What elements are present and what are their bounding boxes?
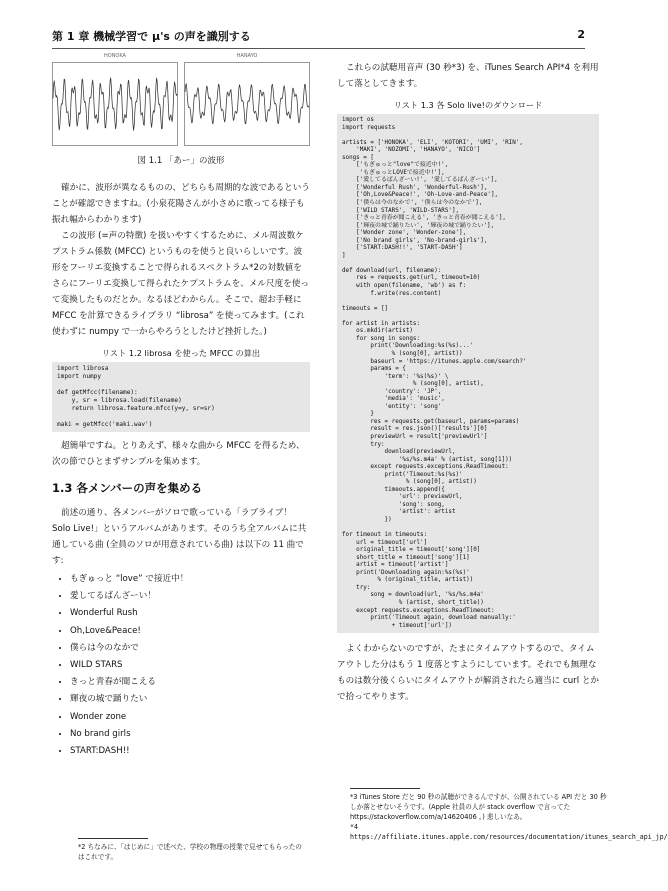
listing-1-3-code: import os import requests artists = ['HONOKA', 'ELI', 'KOTORI', 'UMI', 'RIN', 'MAKI', 'NOZOMI', 'HANAYO', 'NICO'] songs = [ ['もぎゅっと"love"で接近中!', 'もぎゅっとLOVEで接近中!'], ['愛してるばんざーい!', '愛してるばんざーい'], ['Wonderful Rush', 'Wonderful-Rush'], ['Oh,Love&Peace!', 'Oh-Love-and-Peace'], ['僕らは今のなかで', '僕らは今のなかで'], ['WILD STARS', 'WILD-STARS'], ['きっと青春が聞こえる', 'きっと青春が聞こえる'], ['輝夜の城で踊りたい', '輝夜の城で踊りたい'], ['Wonder zone', 'Wonder-zone'], ['No brand girls', 'No-brand-girls'], ['START:DASH!!', 'START-DASH'] ] def download(url, filename): res = requests.get(url, timeout=10) with open(filename, 'wb') as f: f.write(res.content) timeouts = [] for artist in artists: os.mkdir(artist) for song in songs: print('Downloading:%s(%s)...' % (song[0], artist)) baseurl = 'https://itunes.apple.com/search?' params = { 'term': '%s(%s)' \ % (song[0], artist), 'country': 'JP', 'media': 'music', 'entity': 'song' } res = requests.get(baseurl, params=params) result = res.json()['results'][0] previewUrl = result['previewUrl'] try: download(previewUrl, '%s/%s.m4a' % (artist, song[1])) except requests.exceptions.ReadTimeout: print('Timeout:%s(%s)' % (song[0], artist)) timeouts.append({ 'url': previewUrl, 'song': song, 'artist': artist }) for timeout in timeouts: url = timeout['url'] original_title = timeout['song'][0] short_title = timeout['song'][1] artist = timeout['artist'] print('Downloading again:%s(%s)' % (original_title, artist)) try: song = download(url, '%s/%s.m4a' % (artist, short_title)) except requests.exceptions.ReadTimeout: print('Timeout again, download manually:' + timeout['url']) xyxy=(337,114,599,633)
section-paragraph: 前述の通り、各メンバーがソロで歌っている「ラブライブ！ Solo Live!」というアルバムがあります。そのうち全アルバムに共通している曲 (全員のソロが用意されている曲) は以下の 11 曲です: xyxy=(52,508,307,566)
footnote-rule xyxy=(78,838,148,839)
waveform-svg-right xyxy=(185,63,309,145)
figure-caption: 図 1.1 「あー」の波形 xyxy=(137,156,225,166)
waveform-plot-hanayo xyxy=(184,53,310,146)
waveform-svg-left xyxy=(53,63,177,145)
right-column xyxy=(337,60,599,705)
left-column xyxy=(52,53,310,760)
plot-title-left: HONOKA xyxy=(104,53,126,59)
song-item: • START:DASH!! xyxy=(70,743,310,760)
waveform-figure xyxy=(52,53,310,146)
paragraph-after-listing: 超簡単ですね。とりあえず、様々な曲から MFCC を得るため、次の節でひとまずサンプルを集めます。 xyxy=(52,441,305,467)
song-list xyxy=(52,571,310,760)
plot-title-right: HANAYO xyxy=(236,53,258,59)
footnote-2-text: *2 ちなみに、「はじめに」で述べた、学校の物理の授業で見せてもらったのはこれです。 xyxy=(78,843,302,861)
song-item: • No brand girls xyxy=(70,726,310,743)
page-number: 2 xyxy=(577,28,585,41)
song-item: • 僕らは今のなかで xyxy=(70,640,310,657)
paragraph-1: 確かに、波形が異なるものの、どちらも周期的な波であるということが確認できますね。(小泉花陽さんが小さめに歌ってる様子も振れ幅からわかります) xyxy=(52,183,310,225)
song-item: • もぎゅっと “love” で接近中！ xyxy=(70,571,310,588)
song-item: • Oh,Love&Peace! xyxy=(70,623,310,640)
footnote-4-text: *4 https://affiliate.itunes.apple.com/resources/documentation/itunes_search_api_jp/ xyxy=(350,823,668,841)
right-intro: これらの試聴用音声 (30 秒*3) を、iTunes Search API*4 を利用して落としてきます。 xyxy=(337,63,599,89)
listing-1-3-caption: リスト 1.3 各 Solo live!のダウンロード xyxy=(393,100,543,110)
footnote-3-text: *3 iTunes Store だと 90 秒の試聴ができるんですが、公開されている API だと 30 秒しか落とせないそうです。(Apple 社員の人が stack overflow で言ってた https://stackoverflow.com/a/14620406 。) 悲しいなあ。 xyxy=(350,793,607,821)
waveform-plot-honoka xyxy=(52,53,178,146)
paragraph-2: この波形 (=声の特徴) を扱いやすくするために、メル周波数ケプストラム係数 (MFCC) というものを使うと良いらしいです。波形をフーリエ変換することで得られるスペクトラム*2の対数値をさらにフーリエ変換して得られたケプストラムを、メル尺度を使って変換したものだとか。なるほどわからん。そこで、超お手軽に MFCC を計算できるライブラリ “librosa” を使ってみます。(これ使わずに numpy で一からやろうとしたけど挫折した。) xyxy=(52,231,309,337)
footnote-rule xyxy=(350,788,420,789)
page-header xyxy=(52,28,585,49)
song-item: • Wonderful Rush xyxy=(70,605,310,622)
listing-1-2-code: import librosa import numpy def getMfcc(filename): y, sr = librosa.load(filename) return librosa.feature.mfcc(y=y, sr=sr) maki = getMfcc('maki.wav') xyxy=(52,362,310,432)
song-item: • 輝夜の城で踊りたい xyxy=(70,691,310,708)
song-item: • きっと青春が聞こえる xyxy=(70,674,310,691)
song-item: • Wonder zone xyxy=(70,709,310,726)
listing-1-2-caption: リスト 1.2 librosa を使った MFCC の算出 xyxy=(101,348,261,358)
song-item: • WILD STARS xyxy=(70,657,310,674)
chapter-title: 第 1 章 機械学習で μ's の声を識別する xyxy=(52,30,251,43)
footnote-2 xyxy=(78,838,308,862)
song-item: • 愛してるばんざーい！ xyxy=(70,588,310,605)
right-paragraph: よくわからないのですが、たまにタイムアウトするので、タイムアウトした分はもう 1 度落とすようにしています。それでも無理なものは数分後くらいにタイムアウトが解消されたら適当に curl とかで拾ってやります。 xyxy=(337,644,600,703)
section-heading: 1.3 各メンバーの声を集める xyxy=(52,481,203,495)
footnotes-right xyxy=(350,788,668,842)
